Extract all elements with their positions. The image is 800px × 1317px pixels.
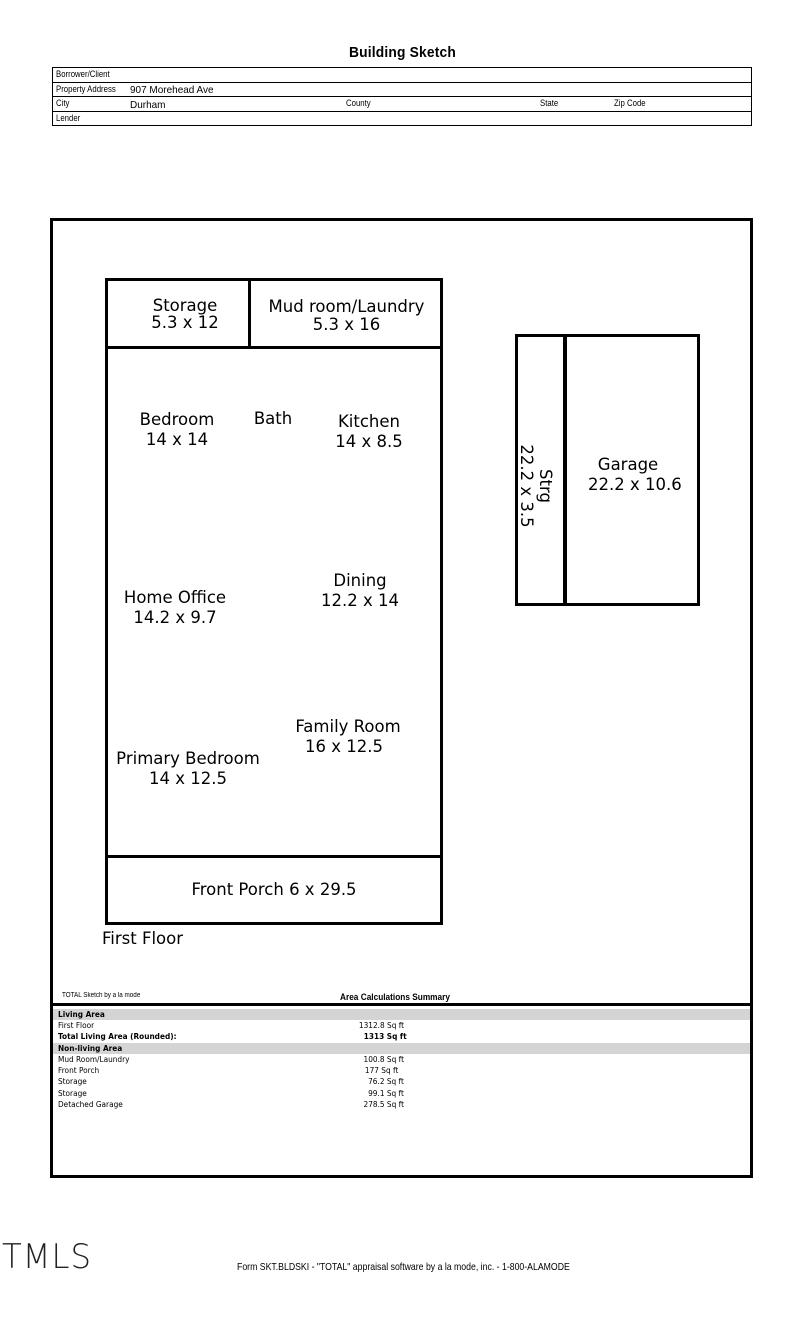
city-label: City: [56, 98, 70, 109]
strg-label: Strg 22.2 x 3.5: [517, 444, 555, 528]
summary-title: Area Calculations Summary: [340, 992, 450, 1002]
primary-bedroom-label: Primary Bedroom 14 x 12.5: [116, 749, 260, 788]
area-row: Storage 76.2 Sq ft: [58, 1077, 404, 1086]
home-office-label: Home Office 14.2 x 9.7: [123, 588, 227, 627]
family-room-label: Family Room 16 x 12.5: [295, 717, 401, 756]
address-label: Property Address: [56, 83, 116, 95]
dining-label: Dining 12.2 x 14: [321, 571, 399, 610]
floor-label: First Floor: [102, 929, 184, 948]
summary-divider: [50, 1003, 753, 1006]
address-value: 907 Morehead Ave: [130, 84, 214, 96]
state-label: State: [540, 98, 559, 109]
nonliving-area-header: Non-living Area: [53, 1043, 750, 1054]
city-row: [53, 97, 751, 112]
area-row: Detached Garage 278.5 Sq ft: [58, 1100, 404, 1109]
tmls-logo: TMLS: [2, 1237, 92, 1277]
area-row: Front Porch 177 Sq ft: [58, 1066, 398, 1075]
borrower-row: [53, 68, 751, 83]
lender-row: [53, 112, 751, 127]
bath-label: Bath: [253, 409, 293, 428]
area-row: Storage 99.1 Sq ft: [58, 1089, 404, 1098]
front-porch-label: Front Porch 6 x 29.5: [191, 880, 357, 899]
total-living-area-row: Total Living Area (Rounded): 1313 Sq ft: [58, 1032, 407, 1041]
page-title: Building Sketch: [348, 44, 457, 61]
lender-label: Lender: [56, 112, 81, 124]
garage-label: Garage 22.2 x 10.6: [588, 455, 682, 494]
area-row: Mud Room/Laundry 100.8 Sq ft: [58, 1055, 404, 1064]
form-footer: Form SKT.BLDSKI - "TOTAL" appraisal software by a la mode, inc. - 1-800-ALAMODE: [237, 1261, 570, 1273]
city-value: Durham: [130, 98, 166, 111]
kitchen-label: Kitchen 14 x 8.5: [335, 412, 403, 451]
bedroom-label: Bedroom 14 x 14: [139, 410, 215, 449]
sketch-credit: TOTAL Sketch by a la mode: [62, 992, 141, 999]
zip-label: Zip Code: [614, 98, 646, 109]
address-row: [53, 83, 751, 98]
mudroom-label: Mud room/Laundry 5.3 x 16: [268, 297, 425, 334]
living-area-header: Living Area: [53, 1009, 750, 1020]
borrower-label: Borrower/Client: [56, 69, 110, 80]
county-label: County: [346, 98, 371, 109]
property-info-table: [52, 67, 752, 126]
storage-label: Storage 5.3 x 12: [151, 296, 219, 332]
area-row: First Floor 1312.8 Sq ft: [58, 1021, 404, 1030]
